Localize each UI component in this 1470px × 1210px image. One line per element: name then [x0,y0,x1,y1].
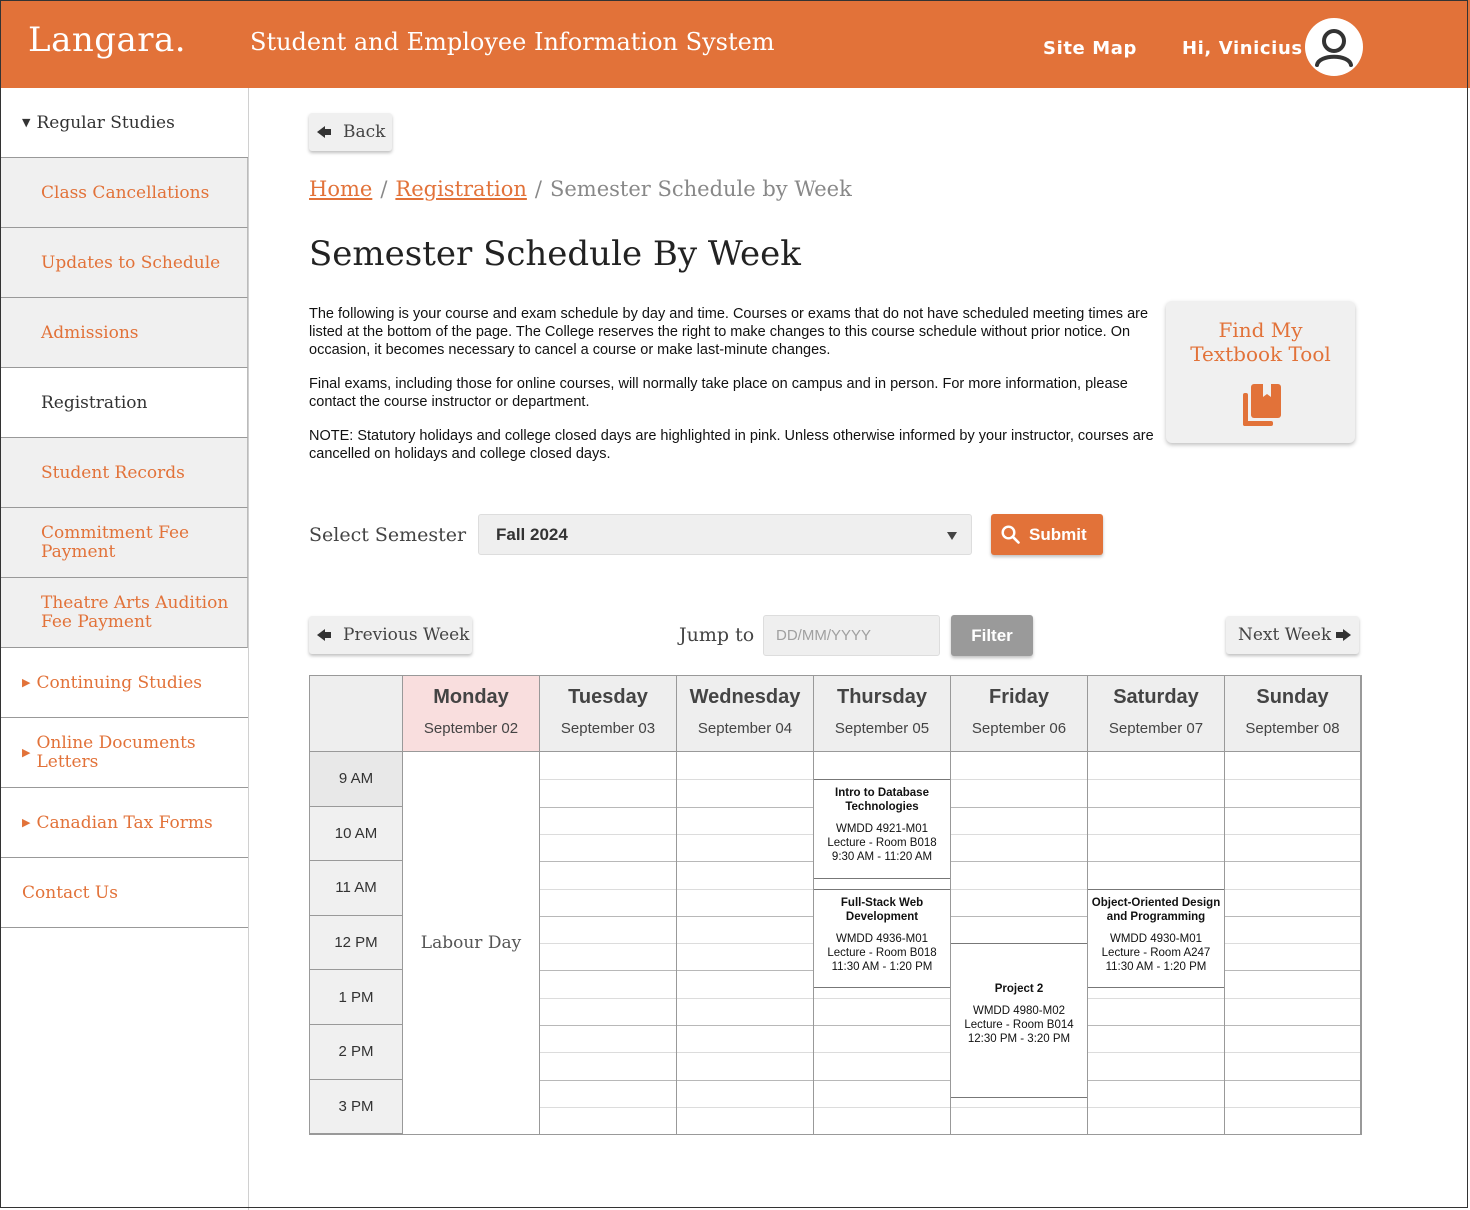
event-code: WMDD 4980-M02 [972,1005,1066,1018]
day-header-saturday [1088,676,1225,752]
time-slot-label: 10 AM [310,807,403,862]
schedule-event[interactable] [814,889,950,989]
filter-button[interactable]: Filter [951,615,1033,656]
sidebar-item-label: Contact Us [22,882,118,903]
sidebar-item-theatre-arts-fee[interactable] [0,578,248,648]
next-week-label: Next Week [1238,625,1332,645]
day-date: September 05 [834,720,930,737]
time-slot-label: 1 PM [310,970,403,1025]
day-date: September 08 [1245,720,1340,737]
sidebar-item-label: Theatre Arts Audition Fee Payment [41,592,229,632]
sidebar-item-label: Updates to Schedule [41,252,221,273]
back-button[interactable] [309,113,392,151]
semester-select[interactable] [478,514,972,555]
textbook-title [1166,318,1355,366]
textbook-title-line: Find My [1218,318,1303,342]
sidebar-item-label: Online Documents Letters [36,732,196,772]
event-title: Project 2 [994,983,1044,996]
sidebar-item-commitment-fee[interactable] [0,508,248,578]
langara-logo[interactable]: Langara. [28,20,187,60]
breadcrumb-current: Semester Schedule by Week [549,177,852,201]
event-location: Lecture - Room B018 [827,837,937,850]
event-title: Full-Stack Web Development [840,896,924,923]
day-header-thursday [814,676,951,752]
event-time: 11:30 AM - 1:20 PM [831,960,933,973]
intro-text [309,305,1154,479]
triangle-right-icon: ▶ [22,816,31,829]
sidebar-nav [0,88,249,1210]
event-code: WMDD 4921-M01 [835,823,929,836]
sidebar-item-label: Registration [41,392,148,413]
day-date: September 07 [1108,720,1204,737]
triangle-down-icon: ▼ [22,116,31,129]
calendar-corner [310,676,403,752]
sidebar-item-contact-us[interactable] [0,858,248,928]
user-greeting: Hi, Vinicius [1182,38,1303,59]
day-header-wednesday [677,676,814,752]
intro-paragraph: The following is your course and exam schedule by day and time. Courses or exams that do not have scheduled meeting times are listed at the bottom of the page. The College reserves the right to make changes to this course schedule without prior notice. On occasion, it becomes necessary to cancel a course or make last-minute changes. [309,306,1149,358]
event-code: WMDD 4936-M01 [835,932,929,945]
site-map-link[interactable]: Site Map [1043,38,1137,59]
event-location: Lecture - Room A247 [1101,946,1211,959]
sidebar-item-admissions[interactable] [0,298,248,368]
event-time: 9:30 AM - 11:20 AM [831,851,933,864]
schedule-event[interactable] [1088,889,1224,989]
submit-button[interactable] [991,514,1103,555]
event-code: WMDD 4930-M01 [1109,932,1203,945]
event-location: Lecture - Room B018 [827,946,937,959]
time-slot-label: 12 PM [310,916,403,971]
find-textbook-tool-card[interactable] [1166,301,1355,443]
next-week-button[interactable] [1226,616,1359,654]
event-time: 11:30 AM - 1:20 PM [1105,960,1207,973]
breadcrumb-home-link[interactable]: Home [309,177,373,201]
event-location: Lecture - Room B014 [964,1019,1074,1032]
triangle-right-icon: ▶ [22,746,31,759]
sidebar-item-online-documents[interactable] [0,718,248,788]
submit-label: Submit [1029,524,1087,544]
sidebar-item-tax-forms[interactable] [0,788,248,858]
arrow-left-icon [317,629,325,641]
time-slot-label: 9 AM [310,752,403,807]
breadcrumb-separator: / [380,177,388,201]
top-header [0,0,1470,88]
sidebar-item-label: Commitment Fee Payment [41,522,190,562]
sidebar-item-label: Student Records [41,462,185,483]
breadcrumb-registration-link[interactable]: Registration [395,177,527,201]
jump-to-label: Jump to [679,624,755,646]
day-name: Friday [988,686,1050,708]
sidebar-item-label: Admissions [41,322,139,343]
sidebar-item-label: Regular Studies [36,112,175,133]
sidebar-item-label: Canadian Tax Forms [36,812,213,833]
select-semester-label: Select Semester [309,524,467,546]
sidebar-item-student-records[interactable] [0,438,248,508]
day-name: Sunday [1256,686,1329,708]
jump-date-input[interactable] [763,615,940,656]
sidebar-item-updates-to-schedule[interactable] [0,228,248,298]
time-slot-label: 2 PM [310,1025,403,1080]
back-label: Back [343,122,386,142]
day-date: September 02 [423,720,519,737]
day-header-tuesday [540,676,677,752]
event-time: 12:30 PM - 3:20 PM [967,1033,1071,1046]
sidebar-item-regular-studies[interactable] [0,88,248,158]
day-name: Saturday [1113,686,1199,708]
time-slot-label: 3 PM [310,1080,403,1134]
sidebar-item-label: Continuing Studies [36,672,203,693]
sidebar-item-label: Class Cancellations [41,182,210,203]
day-name: Tuesday [568,686,648,708]
sidebar-item-registration[interactable] [0,368,248,438]
day-name: Thursday [836,686,928,708]
previous-week-label: Previous Week [343,625,470,645]
user-icon[interactable] [1305,18,1363,76]
day-date: September 06 [971,720,1067,737]
day-name: Wednesday [689,686,801,708]
day-header-friday [951,676,1088,752]
intro-paragraph: Final exams, including those for online courses, will normally take place on campus and in person. For more information, please contact the course instructor or department. [309,376,1128,410]
intro-paragraph: NOTE: Statutory holidays and college closed days are highlighted in pink. Unless otherwise informed by your instructor, courses are cancelled on holidays and college closed days. [309,428,1154,462]
search-icon [1001,525,1020,544]
semester-selected-value: Fall 2024 [496,524,568,544]
system-title: Student and Employee Information System [250,28,775,56]
breadcrumb-separator: / [534,177,542,201]
sidebar-item-class-cancellations[interactable] [0,158,248,228]
event-title: Intro to Database Technologies [835,787,929,814]
day-header-sunday [1225,676,1361,752]
arrow-right-icon [1343,629,1351,641]
day-date: September 04 [697,720,793,737]
book-icon [1243,384,1281,426]
week-calendar [309,675,1362,1135]
page-title: Semester Schedule By Week [309,234,801,274]
day-date: September 03 [560,720,656,737]
schedule-event[interactable] [951,943,1087,1098]
schedule-event[interactable] [814,779,950,879]
breadcrumb [309,177,852,201]
arrow-left-icon [317,126,325,138]
triangle-right-icon: ▶ [22,676,31,689]
time-slot-label: 11 AM [310,861,403,916]
event-title: Object-Oriented Design and Programming [1091,896,1221,923]
sidebar-item-continuing-studies[interactable] [0,648,248,718]
textbook-title-line: Textbook Tool [1190,342,1331,366]
day-name: Monday [433,686,509,708]
day-header-monday [403,676,540,752]
holiday-label: Labour Day [403,752,540,1134]
previous-week-button[interactable] [309,616,472,654]
caret-down-icon [947,532,957,540]
